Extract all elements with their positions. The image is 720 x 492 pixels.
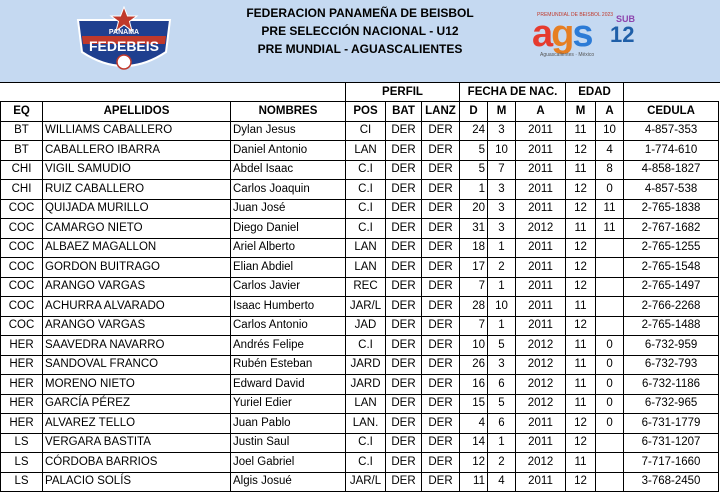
cell-eq: CHI: [1, 160, 43, 180]
col-eq: EQ: [1, 102, 43, 122]
cell-mes: 7: [488, 160, 516, 180]
ags-logo-number: 12: [610, 22, 635, 47]
cell-mes: 1: [488, 316, 516, 336]
cell-anio: 2011: [516, 472, 566, 492]
table-row: [1, 472, 719, 492]
cell-dia: 7: [460, 316, 488, 336]
cell-dia: 20: [460, 199, 488, 219]
col-lanz: LANZ: [422, 102, 460, 122]
cell-lanz: DER: [422, 219, 460, 239]
cell-edad-anios: [596, 316, 624, 336]
cell-eq: HER: [1, 394, 43, 414]
cell-dia: 26: [460, 355, 488, 375]
cell-eq: CHI: [1, 180, 43, 200]
cell-lanz: DER: [422, 355, 460, 375]
cell-lanz: DER: [422, 394, 460, 414]
cell-pos: JARD: [346, 375, 386, 395]
cell-edad-meses: 12: [566, 180, 596, 200]
cell-edad-anios: [596, 453, 624, 473]
cell-lanz: DER: [422, 433, 460, 453]
cell-eq: BT: [1, 121, 43, 141]
cell-cedula: 1-774-610: [624, 141, 719, 161]
table-row: [1, 160, 719, 180]
cell-apellidos: VIGIL SAMUDIO: [43, 160, 231, 180]
cell-nombres: Elian Abdiel: [231, 258, 346, 278]
cell-pos: C.I: [346, 219, 386, 239]
cell-edad-anios: [596, 258, 624, 278]
cell-bat: DER: [386, 297, 422, 317]
cell-bat: DER: [386, 160, 422, 180]
cell-bat: DER: [386, 394, 422, 414]
cell-pos: LAN: [346, 394, 386, 414]
cell-nombres: Ariel Alberto: [231, 238, 346, 258]
cell-nombres: Joel Gabriel: [231, 453, 346, 473]
cell-edad-meses: 11: [566, 121, 596, 141]
cell-eq: COC: [1, 316, 43, 336]
col-apellidos: APELLIDOS: [43, 102, 231, 122]
cell-cedula: 6-732-959: [624, 336, 719, 356]
table-row: [1, 355, 719, 375]
cell-edad-meses: 11: [566, 453, 596, 473]
cell-anio: 2011: [516, 316, 566, 336]
cell-apellidos: CÓRDOBA BARRIOS: [43, 453, 231, 473]
cell-apellidos: MORENO NIETO: [43, 375, 231, 395]
col-nombres: NOMBRES: [231, 102, 346, 122]
cell-lanz: DER: [422, 199, 460, 219]
cell-apellidos: SANDOVAL FRANCO: [43, 355, 231, 375]
col-bat: BAT: [386, 102, 422, 122]
cell-cedula: 2-765-1488: [624, 316, 719, 336]
cell-pos: C.I: [346, 180, 386, 200]
cell-dia: 31: [460, 219, 488, 239]
cell-mes: 1: [488, 277, 516, 297]
cell-anio: 2011: [516, 141, 566, 161]
table-row: [1, 433, 719, 453]
cell-mes: 3: [488, 355, 516, 375]
cell-nombres: Edward David: [231, 375, 346, 395]
cell-apellidos: ALBAEZ MAGALLON: [43, 238, 231, 258]
cell-bat: DER: [386, 199, 422, 219]
cell-bat: DER: [386, 414, 422, 434]
cell-anio: 2011: [516, 258, 566, 278]
cell-dia: 16: [460, 375, 488, 395]
cell-dia: 1: [460, 180, 488, 200]
ags-caption: PREMUNDIAL DE BEISBOL 2023: [537, 12, 614, 18]
cell-edad-meses: 11: [566, 394, 596, 414]
cell-mes: 6: [488, 414, 516, 434]
col-anio: A: [516, 102, 566, 122]
cell-anio: 2011: [516, 160, 566, 180]
table-row: [1, 316, 719, 336]
cell-bat: DER: [386, 472, 422, 492]
cell-mes: 2: [488, 258, 516, 278]
cell-edad-meses: 12: [566, 277, 596, 297]
cell-cedula: 2-766-2268: [624, 297, 719, 317]
cell-nombres: Abdel Isaac: [231, 160, 346, 180]
cell-cedula: 6-732-965: [624, 394, 719, 414]
cell-edad-meses: 12: [566, 414, 596, 434]
table-row: [1, 180, 719, 200]
cell-anio: 2011: [516, 121, 566, 141]
cell-cedula: 2-765-1497: [624, 277, 719, 297]
cell-nombres: Dylan Jesus: [231, 121, 346, 141]
cell-apellidos: GARCÍA PÉREZ: [43, 394, 231, 414]
cell-mes: 6: [488, 375, 516, 395]
cell-edad-anios: [596, 238, 624, 258]
cell-edad-anios: 4: [596, 141, 624, 161]
cell-pos: CI: [346, 121, 386, 141]
cell-mes: 3: [488, 121, 516, 141]
cell-anio: 2012: [516, 394, 566, 414]
cell-apellidos: CAMARGO NIETO: [43, 219, 231, 239]
cell-cedula: 2-765-1255: [624, 238, 719, 258]
cell-nombres: Juan José: [231, 199, 346, 219]
cell-edad-anios: 0: [596, 180, 624, 200]
cell-apellidos: PALACIO SOLÍS: [43, 472, 231, 492]
cell-mes: 3: [488, 199, 516, 219]
cell-bat: DER: [386, 375, 422, 395]
col-edad-meses: M: [566, 102, 596, 122]
cell-pos: LAN: [346, 238, 386, 258]
cell-anio: 2011: [516, 277, 566, 297]
group-fecha: FECHA DE NAC.: [460, 83, 566, 102]
cell-nombres: Carlos Antonio: [231, 316, 346, 336]
cell-dia: 28: [460, 297, 488, 317]
cell-anio: 2011: [516, 180, 566, 200]
cell-anio: 2011: [516, 433, 566, 453]
cell-anio: 2011: [516, 238, 566, 258]
cell-lanz: DER: [422, 180, 460, 200]
cell-bat: DER: [386, 238, 422, 258]
cell-apellidos: ACHURRA ALVARADO: [43, 297, 231, 317]
cell-apellidos: ALVAREZ TELLO: [43, 414, 231, 434]
cell-edad-meses: 11: [566, 336, 596, 356]
cell-anio: 2011: [516, 199, 566, 219]
cell-dia: 5: [460, 160, 488, 180]
logo-name: FEDEBEIS: [88, 38, 160, 54]
cell-eq: LS: [1, 453, 43, 473]
cell-cedula: 6-732-1186: [624, 375, 719, 395]
cell-eq: COC: [1, 199, 43, 219]
ags-tagline: Aguascalientes · México: [540, 52, 595, 58]
cell-pos: JAD: [346, 316, 386, 336]
cell-mes: 1: [488, 433, 516, 453]
cell-dia: 14: [460, 433, 488, 453]
cell-pos: LAN: [346, 141, 386, 161]
cell-mes: 5: [488, 394, 516, 414]
cell-nombres: Justin Saul: [231, 433, 346, 453]
cell-pos: C.I: [346, 453, 386, 473]
cell-anio: 2011: [516, 297, 566, 317]
table-row: [1, 238, 719, 258]
cell-pos: LAN.: [346, 414, 386, 434]
cell-edad-meses: 11: [566, 375, 596, 395]
cell-edad-anios: 11: [596, 199, 624, 219]
cell-apellidos: ARANGO VARGAS: [43, 277, 231, 297]
cell-mes: 5: [488, 336, 516, 356]
cell-edad-anios: [596, 472, 624, 492]
group-blank-right: [624, 83, 719, 102]
cell-cedula: 7-717-1660: [624, 453, 719, 473]
cell-apellidos: SAAVEDRA NAVARRO: [43, 336, 231, 356]
cell-cedula: 6-731-1779: [624, 414, 719, 434]
cell-lanz: DER: [422, 160, 460, 180]
table-row: [1, 453, 719, 473]
cell-pos: C.I: [346, 336, 386, 356]
cell-nombres: Algis Josué: [231, 472, 346, 492]
cell-edad-meses: 11: [566, 297, 596, 317]
cell-lanz: DER: [422, 375, 460, 395]
cell-cedula: 4-857-538: [624, 180, 719, 200]
cell-apellidos: VERGARA BASTITA: [43, 433, 231, 453]
cell-lanz: DER: [422, 414, 460, 434]
cell-cedula: 6-731-1207: [624, 433, 719, 453]
cell-lanz: DER: [422, 238, 460, 258]
cell-dia: 18: [460, 238, 488, 258]
cell-dia: 17: [460, 258, 488, 278]
federation-title: FEDERACION PANAMEÑA DE BEISBOL: [246, 6, 474, 20]
event-title: PRE MUNDIAL - AGUASCALIENTES: [257, 42, 463, 56]
cell-pos: LAN: [346, 258, 386, 278]
cell-eq: LS: [1, 472, 43, 492]
cell-pos: JARD: [346, 355, 386, 375]
cell-edad-anios: 8: [596, 160, 624, 180]
cell-apellidos: WILLIAMS CABALLERO: [43, 121, 231, 141]
cell-edad-anios: 11: [596, 219, 624, 239]
cell-anio: 2012: [516, 375, 566, 395]
cell-cedula: 4-857-353: [624, 121, 719, 141]
cell-cedula: 2-767-1682: [624, 219, 719, 239]
group-edad: EDAD: [566, 83, 624, 102]
cell-edad-anios: [596, 433, 624, 453]
cell-dia: 11: [460, 472, 488, 492]
fedebeis-logo: [70, 6, 178, 78]
cell-dia: 10: [460, 336, 488, 356]
cell-apellidos: GORDON BUITRAGO: [43, 258, 231, 278]
cell-edad-meses: 11: [566, 160, 596, 180]
table-row: [1, 219, 719, 239]
cell-cedula: 3-768-2450: [624, 472, 719, 492]
cell-apellidos: QUIJADA MURILLO: [43, 199, 231, 219]
cell-edad-anios: [596, 297, 624, 317]
cell-edad-meses: 11: [566, 219, 596, 239]
cell-pos: C.I: [346, 433, 386, 453]
cell-lanz: DER: [422, 277, 460, 297]
cell-bat: DER: [386, 316, 422, 336]
cell-dia: 4: [460, 414, 488, 434]
cell-mes: 3: [488, 180, 516, 200]
cell-bat: DER: [386, 433, 422, 453]
cell-nombres: Andrés Felipe: [231, 336, 346, 356]
cell-eq: LS: [1, 433, 43, 453]
cell-bat: DER: [386, 141, 422, 161]
cell-bat: DER: [386, 258, 422, 278]
cell-pos: JAR/L: [346, 297, 386, 317]
table-row: [1, 336, 719, 356]
ags-logo-word: ags: [532, 13, 592, 55]
table-row: [1, 394, 719, 414]
cell-eq: HER: [1, 336, 43, 356]
cell-edad-anios: 0: [596, 355, 624, 375]
cell-eq: HER: [1, 375, 43, 395]
cell-lanz: DER: [422, 141, 460, 161]
cell-lanz: DER: [422, 336, 460, 356]
cell-anio: 2012: [516, 453, 566, 473]
cell-pos: JAR/L: [346, 472, 386, 492]
cell-eq: BT: [1, 141, 43, 161]
ags-logo-sub: SUB: [616, 14, 636, 24]
cell-bat: DER: [386, 180, 422, 200]
cell-bat: DER: [386, 219, 422, 239]
cell-eq: COC: [1, 219, 43, 239]
cell-edad-meses: 12: [566, 238, 596, 258]
group-blank: [1, 83, 346, 102]
cell-pos: C.I: [346, 160, 386, 180]
cell-mes: 2: [488, 453, 516, 473]
cell-nombres: Rubén Esteban: [231, 355, 346, 375]
cell-edad-meses: 12: [566, 141, 596, 161]
col-cedula: CEDULA: [624, 102, 719, 122]
cell-edad-meses: 12: [566, 258, 596, 278]
cell-anio: 2012: [516, 336, 566, 356]
cell-dia: 7: [460, 277, 488, 297]
cell-dia: 5: [460, 141, 488, 161]
cell-dia: 12: [460, 453, 488, 473]
cell-eq: COC: [1, 258, 43, 278]
cell-cedula: 2-765-1838: [624, 199, 719, 219]
cell-bat: DER: [386, 277, 422, 297]
cell-anio: 2012: [516, 355, 566, 375]
cell-nombres: Juan Pablo: [231, 414, 346, 434]
cell-edad-anios: 10: [596, 121, 624, 141]
roster-table: [0, 82, 719, 492]
cell-nombres: Diego Daniel: [231, 219, 346, 239]
cell-lanz: DER: [422, 258, 460, 278]
cell-lanz: DER: [422, 472, 460, 492]
table-row: [1, 277, 719, 297]
cell-edad-meses: 11: [566, 355, 596, 375]
group-header-row: [1, 83, 719, 102]
cell-apellidos: RUIZ CABALLERO: [43, 180, 231, 200]
cell-bat: DER: [386, 355, 422, 375]
table-row: [1, 258, 719, 278]
cell-mes: 10: [488, 297, 516, 317]
table-row: [1, 141, 719, 161]
cell-edad-meses: 12: [566, 199, 596, 219]
cell-edad-anios: [596, 277, 624, 297]
cell-dia: 15: [460, 394, 488, 414]
cell-eq: COC: [1, 238, 43, 258]
cell-lanz: DER: [422, 297, 460, 317]
cell-anio: 2012: [516, 219, 566, 239]
logo-country: PANAMA: [108, 29, 140, 36]
cell-bat: DER: [386, 121, 422, 141]
cell-nombres: Carlos Javier: [231, 277, 346, 297]
cell-lanz: DER: [422, 316, 460, 336]
cell-dia: 24: [460, 121, 488, 141]
col-pos: POS: [346, 102, 386, 122]
cell-nombres: Yuriel Edier: [231, 394, 346, 414]
cell-edad-meses: 12: [566, 316, 596, 336]
cell-edad-meses: 12: [566, 472, 596, 492]
table-row: [1, 121, 719, 141]
cell-edad-anios: 0: [596, 414, 624, 434]
cell-pos: C.I: [346, 199, 386, 219]
cell-mes: 3: [488, 219, 516, 239]
group-perfil: PERFIL: [346, 83, 460, 102]
cell-eq: COC: [1, 297, 43, 317]
cell-nombres: Isaac Humberto: [231, 297, 346, 317]
cell-mes: 4: [488, 472, 516, 492]
cell-pos: REC: [346, 277, 386, 297]
cell-lanz: DER: [422, 121, 460, 141]
cell-cedula: 4-858-1827: [624, 160, 719, 180]
cell-lanz: DER: [422, 453, 460, 473]
table-row: [1, 199, 719, 219]
table-row: [1, 414, 719, 434]
cell-eq: HER: [1, 355, 43, 375]
cell-eq: COC: [1, 277, 43, 297]
cell-eq: HER: [1, 414, 43, 434]
col-mes: M: [488, 102, 516, 122]
table-row: [1, 297, 719, 317]
cell-apellidos: CABALLERO IBARRA: [43, 141, 231, 161]
table-row: [1, 375, 719, 395]
cell-bat: DER: [386, 336, 422, 356]
cell-bat: DER: [386, 453, 422, 473]
cell-anio: 2011: [516, 414, 566, 434]
cell-mes: 10: [488, 141, 516, 161]
cell-edad-anios: 0: [596, 336, 624, 356]
selection-title: PRE SELECCIÓN NACIONAL - U12: [261, 24, 459, 38]
header-banner: [0, 0, 720, 83]
column-header-row: [1, 102, 719, 122]
cell-edad-anios: 0: [596, 394, 624, 414]
cell-nombres: Carlos Joaquin: [231, 180, 346, 200]
cell-cedula: 6-732-793: [624, 355, 719, 375]
cell-mes: 1: [488, 238, 516, 258]
cell-cedula: 2-765-1548: [624, 258, 719, 278]
cell-edad-meses: 12: [566, 433, 596, 453]
col-edad-anios: A: [596, 102, 624, 122]
col-dia: D: [460, 102, 488, 122]
cell-apellidos: ARANGO VARGAS: [43, 316, 231, 336]
cell-nombres: Daniel Antonio: [231, 141, 346, 161]
cell-edad-anios: 0: [596, 375, 624, 395]
